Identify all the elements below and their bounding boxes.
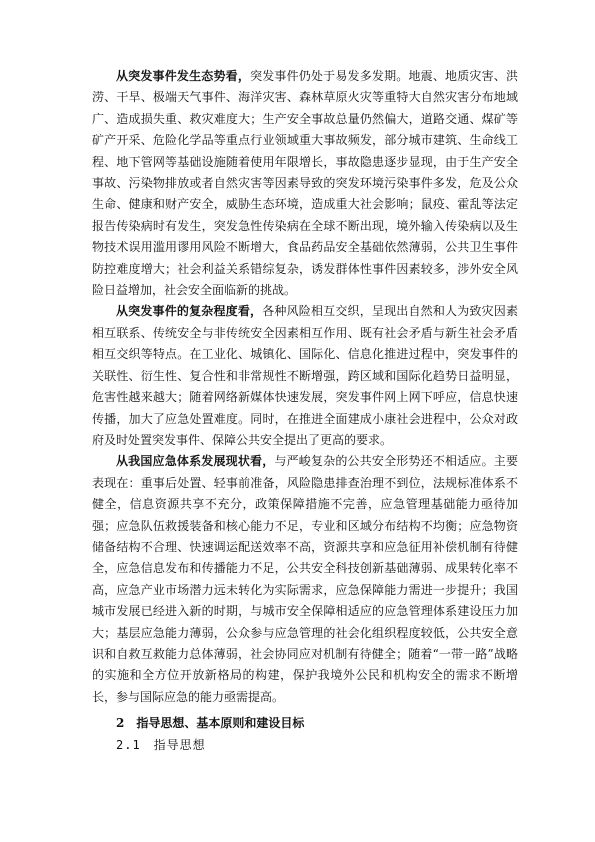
- subsection-heading: 2.1 指导思想: [116, 738, 206, 753]
- document-body: [92, 66, 518, 756]
- section-heading: 2 指导思想、基本原则和建设目标: [116, 716, 305, 731]
- paragraph-current-status: [92, 451, 518, 708]
- paragraph-lead: 从突发事件发生态势看，: [116, 69, 251, 83]
- paragraph-text: 突发事件仍处于易发多发期。地震、地质灾害、洪涝、干旱、极端天气事件、海洋灾害、森林草原火灾等重特大自然灾害分布地域广、造成损失重、救灾难度大；生产安全事故总量仍然偏大，道路交通、煤矿等矿产开采、危险化学品等重点行业领域重大事故频发，部分城市建筑、生命线工程、地下管网等基础设施随着使用年限增长，事故隐患逐步显现，由于生产安全事故、污染物排放或者自然灾害等因素导致的突发环境污染事件多发，危及公众生命、健康和财产安全，威胁生态环境，造成重大社会影响；鼠疫、霍乱等法定报告传染病时有发生，突发急性传染病在全球不断出现，境外输入传染病以及生物技术误用滥用谬用风险不断增大，食品药品安全基础依然薄弱，公共卫生事件防控难度增大；社会利益关系错综复杂，诱发群体性事件因素较多，涉外安全风险日益增加，社会安全面临新的挑战。: [92, 69, 518, 298]
- paragraph-complexity: [92, 301, 518, 451]
- paragraph-text: 与严峻复杂的公共安全形势还不相适应。主要表现在：重事后处置、轻事前准备，风险隐患排查治理不到位，法规标准体系不健全，信息资源共享不充分，政策保障措施不完善，应急管理基础能力亟待加强；应急队伍救援装备和核心能力不足，专业和区域分布结构不均衡；应急物资储备结构不合理、快速调运配送效率不高，资源共享和应急征用补偿机制有待健全，应急信息发布和传播能力不足，公共安全科技创新基础薄弱、成果转化率不高，应急产业市场潜力远未转化为实际需求，应急保障能力需进一步提升；我国城市发展已经进入新的时期，与城市安全保障相适应的应急管理体系建设压力加大；基层应急能力薄弱，公众参与应急管理的社会化组织程度较低，公共安全意识和自救互救能力总体薄弱，社会协同应对机制有待健全；随着“一带一路”战略的实施和全方位开放新格局的构建，保护我境外公民和机构安全的需求不断增长，参与国际应急的能力亟需提高。: [92, 454, 518, 704]
- paragraph-lead: 从突发事件的复杂程度看，: [116, 304, 263, 319]
- paragraph-text: 各种风险相互交织，呈现出自然和人为致灾因素相互联系、传统安全与非传统安全因素相互作用、既有社会矛盾与新生社会矛盾相互交织等特点。在工业化、城镇化、国际化、信息化推进过程中，突发事件的关联性、衍生性、复合性和非常规性不断增强，跨区域和国际化趋势日益明显，危害性越来越大；随着网络新媒体快速发展，突发事件网上网下呼应，信息快速传播，加大了应急处置难度。同时，在推进全面建成小康社会进程中，公众对政府及时处置突发事件、保障公共安全提出了更高的要求。: [92, 304, 518, 447]
- paragraph-situation: [92, 66, 518, 301]
- paragraph-lead: 从我国应急体系发展现状看，: [116, 454, 275, 469]
